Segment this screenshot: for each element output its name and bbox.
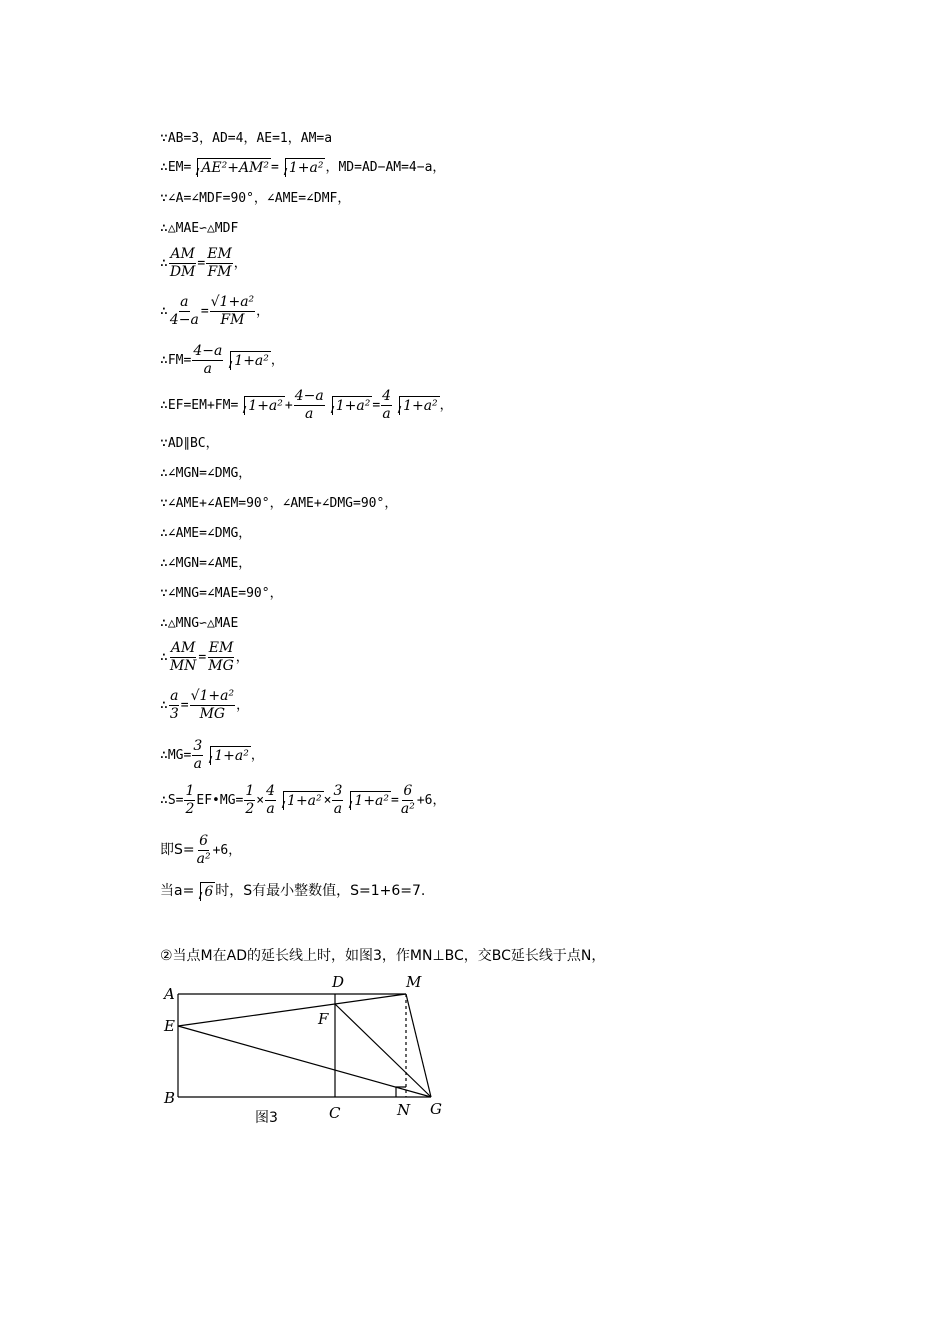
text: ∴∠AME=∠DMG， [160, 526, 252, 541]
text: ∴FM= [160, 353, 192, 368]
text: ∴ [160, 256, 168, 271]
line-ef [160, 388, 453, 423]
text: + [284, 398, 293, 413]
line-mgn-ame [160, 556, 251, 572]
numerator: 4 [382, 388, 392, 404]
line-fm [160, 343, 284, 378]
line-ratio-3 [160, 640, 249, 675]
text: ∴S= [160, 793, 184, 808]
line-em [160, 158, 445, 177]
denominator: a [382, 406, 391, 422]
text: ∴∠MGN=∠DMG， [160, 466, 252, 481]
text: = [180, 698, 189, 713]
fraction [294, 388, 325, 423]
line-case-2 [160, 948, 605, 964]
text: ∴△MNG∽△MAE [160, 616, 239, 631]
numerator: a [180, 294, 189, 310]
fraction [169, 294, 200, 329]
radical: 1+a² [332, 396, 373, 415]
text: = [198, 650, 207, 665]
denominator: a [305, 406, 314, 422]
denominator: a [333, 801, 343, 817]
numerator: 6 [199, 833, 209, 849]
radical: 1+a² [283, 791, 324, 810]
numerator: AM [170, 640, 196, 656]
radical: 6 [200, 882, 215, 901]
line-mng [160, 586, 283, 602]
denominator: 4−a [169, 312, 199, 328]
text: ∴EM= [160, 160, 192, 175]
fraction [207, 640, 235, 675]
text: 当a= [160, 883, 195, 899]
numerator: a [170, 688, 179, 704]
label-m: M [406, 973, 422, 991]
numerator: 1 [185, 783, 195, 799]
text: 时，S有最小整数值，S=1+6=7. [215, 883, 426, 899]
fraction [244, 783, 255, 818]
radical: 1+a² [399, 396, 440, 415]
text: ∴MG= [160, 748, 192, 763]
text: +6， [212, 843, 242, 858]
fraction [206, 246, 233, 281]
fraction [192, 738, 203, 773]
text: ， [439, 398, 453, 413]
fraction [169, 688, 180, 723]
text: = [391, 793, 399, 808]
line-ratio-1 [160, 246, 247, 281]
text: EF•MG= [196, 793, 244, 808]
fraction [192, 343, 223, 378]
fraction [400, 783, 416, 818]
numerator: 4−a [294, 388, 324, 404]
text: ， [256, 304, 270, 319]
segment-eg [178, 1026, 431, 1097]
label-d: D [332, 973, 345, 991]
radical: 1+a² [210, 746, 251, 765]
numerator: √1+a² [210, 294, 255, 310]
text: ， [235, 650, 249, 665]
line-mg [160, 738, 264, 773]
text: ∵AD∥BC， [160, 436, 219, 451]
fraction [196, 833, 212, 868]
fraction [265, 783, 276, 818]
text: ∵∠A=∠MDF=90°，∠AME=∠DMF， [160, 191, 351, 206]
text: ∵∠AME+∠AEM=90°，∠AME+∠DMG=90°， [160, 496, 398, 511]
numerator: EM [207, 246, 232, 262]
line-mgn [160, 466, 251, 482]
numerator: √1+a² [190, 688, 235, 704]
numerator: 3 [193, 738, 203, 754]
numerator: 6 [403, 783, 413, 799]
line-ratio-2 [160, 294, 269, 329]
label-b: B [164, 1089, 176, 1107]
text: ， [250, 748, 264, 763]
text: 即S= [160, 842, 195, 858]
text: × [256, 793, 265, 808]
text: ∵∠MNG=∠MAE=90°， [160, 586, 283, 601]
fraction [332, 783, 343, 818]
text: ②当点M在AD的延长线上时，如图3，作MN⊥BC，交BC延长线于点N， [160, 948, 606, 964]
text: = [372, 398, 381, 413]
figure-3 [150, 968, 460, 1128]
radical: 1+a² [285, 158, 326, 177]
numerator: 1 [245, 783, 255, 799]
denominator: a [266, 801, 275, 817]
segment-em [178, 994, 406, 1026]
text: ， [236, 698, 250, 713]
fraction [169, 246, 197, 281]
fraction [381, 388, 392, 423]
line-given [160, 131, 332, 147]
fraction [184, 783, 195, 818]
label-n: N [397, 1101, 411, 1119]
segment-mg [406, 994, 431, 1097]
text: ∴EF=EM+FM= [160, 398, 239, 413]
denominator: a [203, 361, 212, 377]
radical: 1+a² [230, 351, 271, 370]
radical: AE²+AM² [197, 158, 271, 177]
numerator: EM [208, 640, 234, 656]
text: ∴ [160, 650, 168, 665]
figure-caption: 图3 [255, 1110, 278, 1126]
fraction [190, 688, 236, 723]
text: × [323, 793, 332, 808]
line-min [160, 882, 425, 901]
line-ame-dmg [160, 526, 251, 542]
numerator: 4 [266, 783, 276, 799]
text: = [271, 160, 279, 175]
denominator: FM [207, 264, 232, 280]
radical: 1+a² [244, 396, 285, 415]
text: ∴ [160, 304, 168, 319]
line-ratio-4 [160, 688, 249, 723]
text: ， [233, 256, 247, 271]
denominator: MG [208, 658, 234, 674]
denominator: 2 [185, 801, 195, 817]
denominator: a [193, 756, 202, 772]
text: ，MD=AD−AM=4−a， [325, 160, 446, 175]
label-e: E [164, 1017, 175, 1035]
radical: 1+a² [350, 791, 391, 810]
denominator: MG [199, 706, 226, 722]
line-parallel [160, 436, 219, 452]
denominator: DM [169, 264, 196, 280]
fraction [210, 294, 256, 329]
line-sum90 [160, 496, 397, 512]
fraction [169, 640, 198, 675]
label-a: A [164, 985, 175, 1003]
line-similar [160, 221, 238, 237]
numerator: AM [170, 246, 195, 262]
line-angles [160, 191, 350, 207]
text: = [197, 256, 206, 271]
line-similar-2 [160, 616, 238, 632]
denominator: 3 [169, 706, 179, 722]
text: ∴∠MGN=∠AME， [160, 556, 252, 571]
numerator: 4−a [193, 343, 223, 359]
denominator: MN [169, 658, 197, 674]
line-area [160, 783, 445, 818]
line-s [160, 833, 241, 868]
text: ， [270, 353, 284, 368]
label-c: C [329, 1104, 341, 1122]
denominator: a² [196, 851, 211, 867]
text: ∵AB=3，AD=4，AE=1，AM=a [160, 131, 333, 146]
numerator: 3 [333, 783, 343, 799]
text: ∴ [160, 698, 168, 713]
label-f: F [318, 1010, 329, 1028]
text: ∴△MAE∽△MDF [160, 221, 239, 236]
text: = [200, 304, 209, 319]
text: +6， [416, 793, 446, 808]
denominator: 2 [245, 801, 255, 817]
label-g: G [430, 1100, 442, 1118]
denominator: a² [400, 801, 415, 817]
denominator: FM [220, 312, 245, 328]
